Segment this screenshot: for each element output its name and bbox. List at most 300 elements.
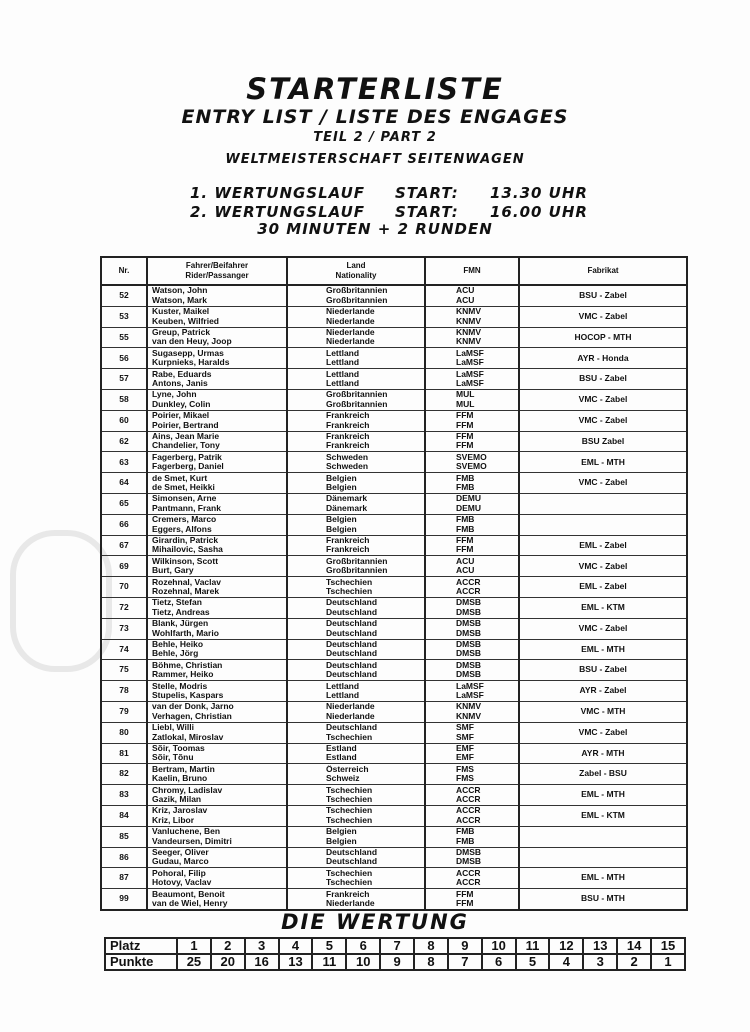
entry-number: 79 — [101, 701, 147, 722]
entry-nationality — [287, 743, 425, 764]
passenger-name: Hotovy, Vaclav — [152, 878, 212, 888]
entry-number: 52 — [101, 285, 147, 306]
entry-fabrikat: EML - MTH — [519, 868, 687, 889]
passenger-name: Gazik, Milan — [152, 795, 202, 805]
entry-riders — [147, 805, 287, 826]
entry-fmn — [425, 285, 519, 306]
rider-nationality: Frankreich — [326, 535, 370, 545]
rider-fmn: ACCR — [456, 806, 481, 816]
entry-riders — [147, 681, 287, 702]
entry-fabrikat: VMC - Zabel — [519, 618, 687, 639]
column-header-rider: Fahrer/Beifahrer Rider/Passanger — [147, 257, 287, 285]
punkte-cell: 5 — [516, 954, 550, 970]
passenger-name: van de Wiel, Henry — [152, 899, 228, 908]
entry-nationality — [287, 514, 425, 535]
rider-name: Poirier, Mikael — [152, 411, 210, 421]
entry-number: 73 — [101, 618, 147, 639]
passenger-name: Rozehnal, Marek — [152, 587, 220, 597]
passenger-nationality: Deutschland — [326, 670, 378, 680]
entry-number: 78 — [101, 681, 147, 702]
entry-nationality — [287, 473, 425, 494]
entry-nationality — [287, 618, 425, 639]
entry-fmn — [425, 805, 519, 826]
rider-nationality: Niederlande — [326, 327, 375, 337]
rider-fmn: EMF — [456, 743, 474, 753]
rider-fmn: KNMV — [456, 702, 482, 712]
rider-fmn: MUL — [456, 390, 475, 400]
rider-fmn: FFM — [456, 431, 474, 441]
entry-fabrikat: VMC - Zabel — [519, 556, 687, 577]
punkte-cell: 8 — [414, 954, 448, 970]
passenger-name: de Smet, Heikki — [152, 483, 215, 493]
entry-nationality — [287, 889, 425, 910]
rider-name: Pohoral, Filip — [152, 868, 206, 878]
entry-fabrikat: VMC - Zabel — [519, 306, 687, 327]
passenger-fmn: LaMSF — [456, 691, 484, 701]
passenger-fmn: ACCR — [456, 815, 481, 825]
platz-cell: 3 — [245, 938, 279, 954]
entry-fmn — [425, 660, 519, 681]
passenger-nationality: Estland — [326, 753, 357, 763]
rider-name: Kriz, Jaroslav — [152, 806, 208, 816]
entry-fabrikat: Zabel - BSU — [519, 764, 687, 785]
platz-cell: 9 — [448, 938, 482, 954]
table-row — [101, 597, 687, 618]
entry-riders — [147, 327, 287, 348]
rider-fmn: ACU — [456, 556, 475, 566]
passenger-fmn: FFM — [456, 545, 474, 555]
rider-name: Girardin, Patrick — [152, 535, 219, 545]
table-row — [101, 410, 687, 431]
passenger-name: Watson, Mark — [152, 295, 207, 305]
run-2-line — [190, 203, 588, 221]
run-1-time: 13.30 UHR — [490, 184, 588, 202]
table-row — [101, 618, 687, 639]
entry-fabrikat: EML - MTH — [519, 639, 687, 660]
entry-fabrikat: BSU - Zabel — [519, 660, 687, 681]
entry-nationality — [287, 826, 425, 847]
rider-name: Behle, Heiko — [152, 639, 204, 649]
rider-name: Stelle, Modris — [152, 681, 208, 691]
page-title: STARTERLISTE — [246, 72, 504, 106]
entry-fmn — [425, 701, 519, 722]
rider-nationality: Estland — [326, 743, 357, 753]
rider-fmn: FMB — [456, 827, 475, 837]
entry-riders — [147, 577, 287, 598]
portrait-watermark-icon — [10, 530, 112, 672]
rider-fmn: LaMSF — [456, 348, 484, 358]
table-row — [101, 681, 687, 702]
rider-name: Sõir, Toomas — [152, 743, 205, 753]
entry-nationality — [287, 847, 425, 868]
passenger-nationality: Lettland — [326, 358, 360, 368]
passenger-nationality: Belgien — [326, 524, 357, 534]
rider-fmn: DMSB — [456, 619, 482, 629]
passenger-nationality: Frankreich — [326, 441, 370, 451]
platz-cell: 5 — [312, 938, 346, 954]
entry-fmn — [425, 868, 519, 889]
rider-fmn: FMB — [456, 473, 475, 483]
passenger-fmn: DMSB — [456, 670, 482, 680]
entry-fabrikat: EML - Zabel — [519, 577, 687, 598]
entry-nationality — [287, 556, 425, 577]
passenger-fmn: ACCR — [456, 878, 481, 888]
entry-nationality — [287, 285, 425, 306]
rider-fmn: LaMSF — [456, 681, 484, 691]
punkte-cell: 1 — [651, 954, 685, 970]
entry-nationality — [287, 452, 425, 473]
entry-nationality — [287, 639, 425, 660]
rider-name: Kuster, Maikel — [152, 307, 210, 317]
punkte-cell: 11 — [312, 954, 346, 970]
platz-cell: 14 — [617, 938, 651, 954]
rider-name: Vanluchene, Ben — [152, 827, 221, 837]
entry-fmn — [425, 577, 519, 598]
table-row — [101, 889, 687, 910]
entry-number: 83 — [101, 785, 147, 806]
rider-nationality: Frankreich — [326, 411, 370, 421]
entry-riders — [147, 493, 287, 514]
entry-fmn — [425, 681, 519, 702]
entry-number: 63 — [101, 452, 147, 473]
passenger-name: Kaelin, Bruno — [152, 774, 208, 784]
rider-nationality: Tschechien — [326, 785, 373, 795]
table-row — [101, 805, 687, 826]
punkte-cell: 10 — [346, 954, 380, 970]
entry-nationality — [287, 577, 425, 598]
passenger-name: Poirier, Bertrand — [152, 420, 219, 430]
entry-fabrikat: BSU Zabel — [519, 431, 687, 452]
punkte-cell: 3 — [583, 954, 617, 970]
passenger-fmn: DEMU — [456, 503, 482, 513]
passenger-nationality: Dänemark — [326, 503, 368, 513]
platz-cell: 10 — [482, 938, 516, 954]
entry-fabrikat: VMC - Zabel — [519, 410, 687, 431]
platz-cell: 4 — [279, 938, 313, 954]
passenger-fmn: ACU — [456, 566, 475, 576]
passenger-fmn: SVEMO — [456, 462, 487, 472]
entry-riders — [147, 410, 287, 431]
entry-nationality — [287, 701, 425, 722]
punkte-cell: 16 — [245, 954, 279, 970]
passenger-fmn: FMB — [456, 836, 475, 846]
passenger-nationality: Belgien — [326, 836, 357, 846]
entry-nationality — [287, 348, 425, 369]
passenger-name: Burt, Gary — [152, 566, 194, 576]
entry-nationality — [287, 722, 425, 743]
entry-fabrikat — [519, 493, 687, 514]
entry-riders — [147, 764, 287, 785]
passenger-name: Mihailovic, Sasha — [152, 545, 223, 555]
passenger-name: Chandelier, Tony — [152, 441, 220, 451]
entry-number: 67 — [101, 535, 147, 556]
race-duration: 30 MINUTEN + 2 RUNDEN — [257, 220, 493, 238]
passenger-fmn: MUL — [456, 399, 475, 409]
entry-nationality — [287, 431, 425, 452]
passenger-fmn: SMF — [456, 732, 474, 742]
punkte-cell: 20 — [211, 954, 245, 970]
column-header-nr: Nr. — [101, 257, 147, 285]
entry-number: 74 — [101, 639, 147, 660]
entry-number: 81 — [101, 743, 147, 764]
passenger-nationality: Frankreich — [326, 420, 370, 430]
entry-number: 62 — [101, 431, 147, 452]
punkte-cell: 7 — [448, 954, 482, 970]
entry-fmn — [425, 889, 519, 910]
table-row — [101, 369, 687, 390]
table-row — [101, 389, 687, 410]
entry-fabrikat: AYR - Zabel — [519, 681, 687, 702]
entry-riders — [147, 660, 287, 681]
rider-name: Cremers, Marco — [152, 515, 217, 525]
rider-name: Rabe, Eduards — [152, 369, 212, 379]
entry-fabrikat: VMC - Zabel — [519, 473, 687, 494]
entry-fabrikat: EML - Zabel — [519, 535, 687, 556]
passenger-fmn: DMSB — [456, 607, 482, 617]
entry-number: 86 — [101, 847, 147, 868]
entry-fmn — [425, 410, 519, 431]
rider-fmn: DMSB — [456, 847, 482, 857]
passenger-nationality: Deutschland — [326, 607, 378, 617]
rider-fmn: DMSB — [456, 660, 482, 670]
passenger-nationality: Großbritannien — [326, 399, 388, 409]
entry-number: 82 — [101, 764, 147, 785]
rider-fmn: SMF — [456, 723, 474, 733]
rider-nationality: Belgien — [326, 827, 357, 837]
entry-fmn — [425, 618, 519, 639]
table-row — [101, 743, 687, 764]
passenger-fmn: LaMSF — [456, 358, 484, 368]
entry-fabrikat: EML - MTH — [519, 452, 687, 473]
table-row — [101, 701, 687, 722]
entry-nationality — [287, 660, 425, 681]
rider-name: Tietz, Stefan — [152, 598, 202, 608]
table-row — [101, 847, 687, 868]
entry-fabrikat: AYR - MTH — [519, 743, 687, 764]
passenger-nationality: Niederlande — [326, 711, 375, 721]
entry-number: 70 — [101, 577, 147, 598]
entry-riders — [147, 785, 287, 806]
rider-name: Fagerberg, Patrik — [152, 452, 222, 462]
rider-nationality: Belgien — [326, 473, 357, 483]
passenger-nationality: Belgien — [326, 483, 357, 493]
column-header-fmn: FMN — [425, 257, 519, 285]
entry-fmn — [425, 473, 519, 494]
entry-nationality — [287, 493, 425, 514]
rider-fmn: FMB — [456, 515, 475, 525]
passenger-nationality: Tschechien — [326, 815, 373, 825]
entry-fmn — [425, 535, 519, 556]
entry-riders — [147, 868, 287, 889]
scoring-title: DIE WERTUNG — [281, 910, 469, 934]
entry-fmn — [425, 431, 519, 452]
passenger-fmn: KNMV — [456, 337, 482, 347]
rider-name: Lyne, John — [152, 390, 197, 400]
rider-nationality: Schweden — [326, 452, 369, 462]
passenger-fmn: FFM — [456, 899, 474, 908]
entry-number: 75 — [101, 660, 147, 681]
entry-riders — [147, 369, 287, 390]
platz-row — [105, 938, 685, 954]
entry-fabrikat: VMC - Zabel — [519, 722, 687, 743]
rider-name: de Smet, Kurt — [152, 473, 208, 483]
entry-fmn — [425, 743, 519, 764]
rider-fmn: LaMSF — [456, 369, 484, 379]
punkte-label: Punkte — [105, 954, 177, 970]
table-row — [101, 826, 687, 847]
platz-cell: 12 — [549, 938, 583, 954]
rider-name: Ains, Jean Marie — [152, 431, 220, 441]
punkte-row — [105, 954, 685, 970]
run-2-name: 2. WERTUNGSLAUF — [190, 203, 366, 221]
rider-nationality: Belgien — [326, 515, 357, 525]
table-row — [101, 514, 687, 535]
entry-riders — [147, 597, 287, 618]
passenger-nationality: Niederlande — [326, 337, 375, 347]
punkte-cell: 9 — [380, 954, 414, 970]
punkte-cell: 4 — [549, 954, 583, 970]
entry-fmn — [425, 514, 519, 535]
passenger-name: Kriz, Libor — [152, 815, 195, 825]
passenger-name: Gudau, Marco — [152, 857, 209, 867]
entry-list-body — [101, 285, 687, 910]
entry-number: 64 — [101, 473, 147, 494]
platz-cell: 6 — [346, 938, 380, 954]
passenger-name: Fagerberg, Daniel — [152, 462, 224, 472]
entry-number: 80 — [101, 722, 147, 743]
rider-fmn: FFM — [456, 535, 474, 545]
passenger-name: Verhagen, Christian — [152, 711, 232, 721]
rider-nationality: Dänemark — [326, 494, 368, 504]
table-row — [101, 306, 687, 327]
passenger-name: Sõir, Tõnu — [152, 753, 194, 763]
entry-riders — [147, 889, 287, 910]
platz-cell: 11 — [516, 938, 550, 954]
entry-list-header-row — [101, 257, 687, 285]
passenger-fmn: ACCR — [456, 587, 481, 597]
entry-nationality — [287, 681, 425, 702]
passenger-nationality: Lettland — [326, 691, 360, 701]
platz-cell: 8 — [414, 938, 448, 954]
platz-cell: 1 — [177, 938, 211, 954]
championship-title: WELTMEISTERSCHAFT SEITENWAGEN — [225, 152, 525, 167]
rider-nationality: Lettland — [326, 348, 360, 358]
entry-number: 55 — [101, 327, 147, 348]
entry-number: 99 — [101, 889, 147, 910]
entry-nationality — [287, 785, 425, 806]
rider-nationality: Großbritannien — [326, 390, 388, 400]
passenger-fmn: DMSB — [456, 649, 482, 659]
entry-fmn — [425, 493, 519, 514]
rider-name: Böhme, Christian — [152, 660, 223, 670]
table-row — [101, 785, 687, 806]
rider-fmn: ACCR — [456, 868, 481, 878]
run-1-name: 1. WERTUNGSLAUF — [190, 184, 366, 202]
passenger-nationality: Lettland — [326, 379, 360, 389]
entry-riders — [147, 618, 287, 639]
table-row — [101, 452, 687, 473]
entry-fmn — [425, 348, 519, 369]
column-header-nationality: Land Nationality — [287, 257, 425, 285]
rider-nationality: Frankreich — [326, 431, 370, 441]
entry-fabrikat — [519, 847, 687, 868]
passenger-nationality: Deutschland — [326, 628, 378, 638]
passenger-name: Stupelis, Kaspars — [152, 691, 224, 701]
entry-number: 56 — [101, 348, 147, 369]
entry-nationality — [287, 369, 425, 390]
platz-cell: 2 — [211, 938, 245, 954]
passenger-fmn: DMSB — [456, 857, 482, 867]
table-row — [101, 473, 687, 494]
table-row — [101, 285, 687, 306]
entry-fabrikat — [519, 514, 687, 535]
rider-fmn: FMS — [456, 764, 474, 774]
passenger-fmn: ACCR — [456, 795, 481, 805]
entry-fabrikat: BSU - MTH — [519, 889, 687, 910]
entry-riders — [147, 722, 287, 743]
rider-fmn: DEMU — [456, 494, 482, 504]
run-2-time: 16.00 UHR — [490, 203, 588, 221]
entry-fabrikat: AYR - Honda — [519, 348, 687, 369]
table-row — [101, 556, 687, 577]
rider-fmn: FFM — [456, 889, 474, 899]
run-1-start-label: START: — [395, 184, 459, 202]
entry-number: 84 — [101, 805, 147, 826]
entry-number: 57 — [101, 369, 147, 390]
passenger-name: Antons, Janis — [152, 379, 208, 389]
passenger-name: van den Heuy, Joop — [152, 337, 232, 347]
rider-nationality: Niederlande — [326, 702, 375, 712]
platz-cell: 13 — [583, 938, 617, 954]
entry-nationality — [287, 597, 425, 618]
entry-riders — [147, 535, 287, 556]
rider-fmn: ACCR — [456, 577, 481, 587]
rider-name: van der Donk, Jarno — [152, 702, 234, 712]
passenger-nationality: Großbritannien — [326, 295, 388, 305]
entry-nationality — [287, 868, 425, 889]
entry-fabrikat: VMC - Zabel — [519, 389, 687, 410]
passenger-nationality: Frankreich — [326, 545, 370, 555]
entry-riders — [147, 389, 287, 410]
passenger-nationality: Niederlande — [326, 316, 375, 326]
passenger-name: Rammer, Heiko — [152, 670, 214, 680]
entry-fabrikat: EML - MTH — [519, 785, 687, 806]
rider-name: Liebl, Willi — [152, 723, 194, 733]
passenger-fmn: FMS — [456, 774, 474, 784]
passenger-nationality: Großbritannien — [326, 566, 388, 576]
entry-riders — [147, 431, 287, 452]
rider-nationality: Tschechien — [326, 868, 373, 878]
rider-name: Blank, Jürgen — [152, 619, 209, 629]
passenger-name: Pantmann, Frank — [152, 503, 221, 513]
entry-riders — [147, 285, 287, 306]
entry-number: 69 — [101, 556, 147, 577]
rider-nationality: Deutschland — [326, 660, 378, 670]
passenger-nationality: Schweiz — [326, 774, 360, 784]
entry-fabrikat: EML - KTM — [519, 597, 687, 618]
passenger-fmn: FFM — [456, 441, 474, 451]
entry-fmn — [425, 785, 519, 806]
entry-fmn — [425, 847, 519, 868]
entry-fabrikat: BSU - Zabel — [519, 369, 687, 390]
platz-cell: 15 — [651, 938, 685, 954]
entry-nationality — [287, 306, 425, 327]
entry-fmn — [425, 556, 519, 577]
rider-nationality: Lettland — [326, 369, 360, 379]
passenger-name: Wohlfarth, Mario — [152, 628, 219, 638]
table-row — [101, 327, 687, 348]
entry-nationality — [287, 327, 425, 348]
